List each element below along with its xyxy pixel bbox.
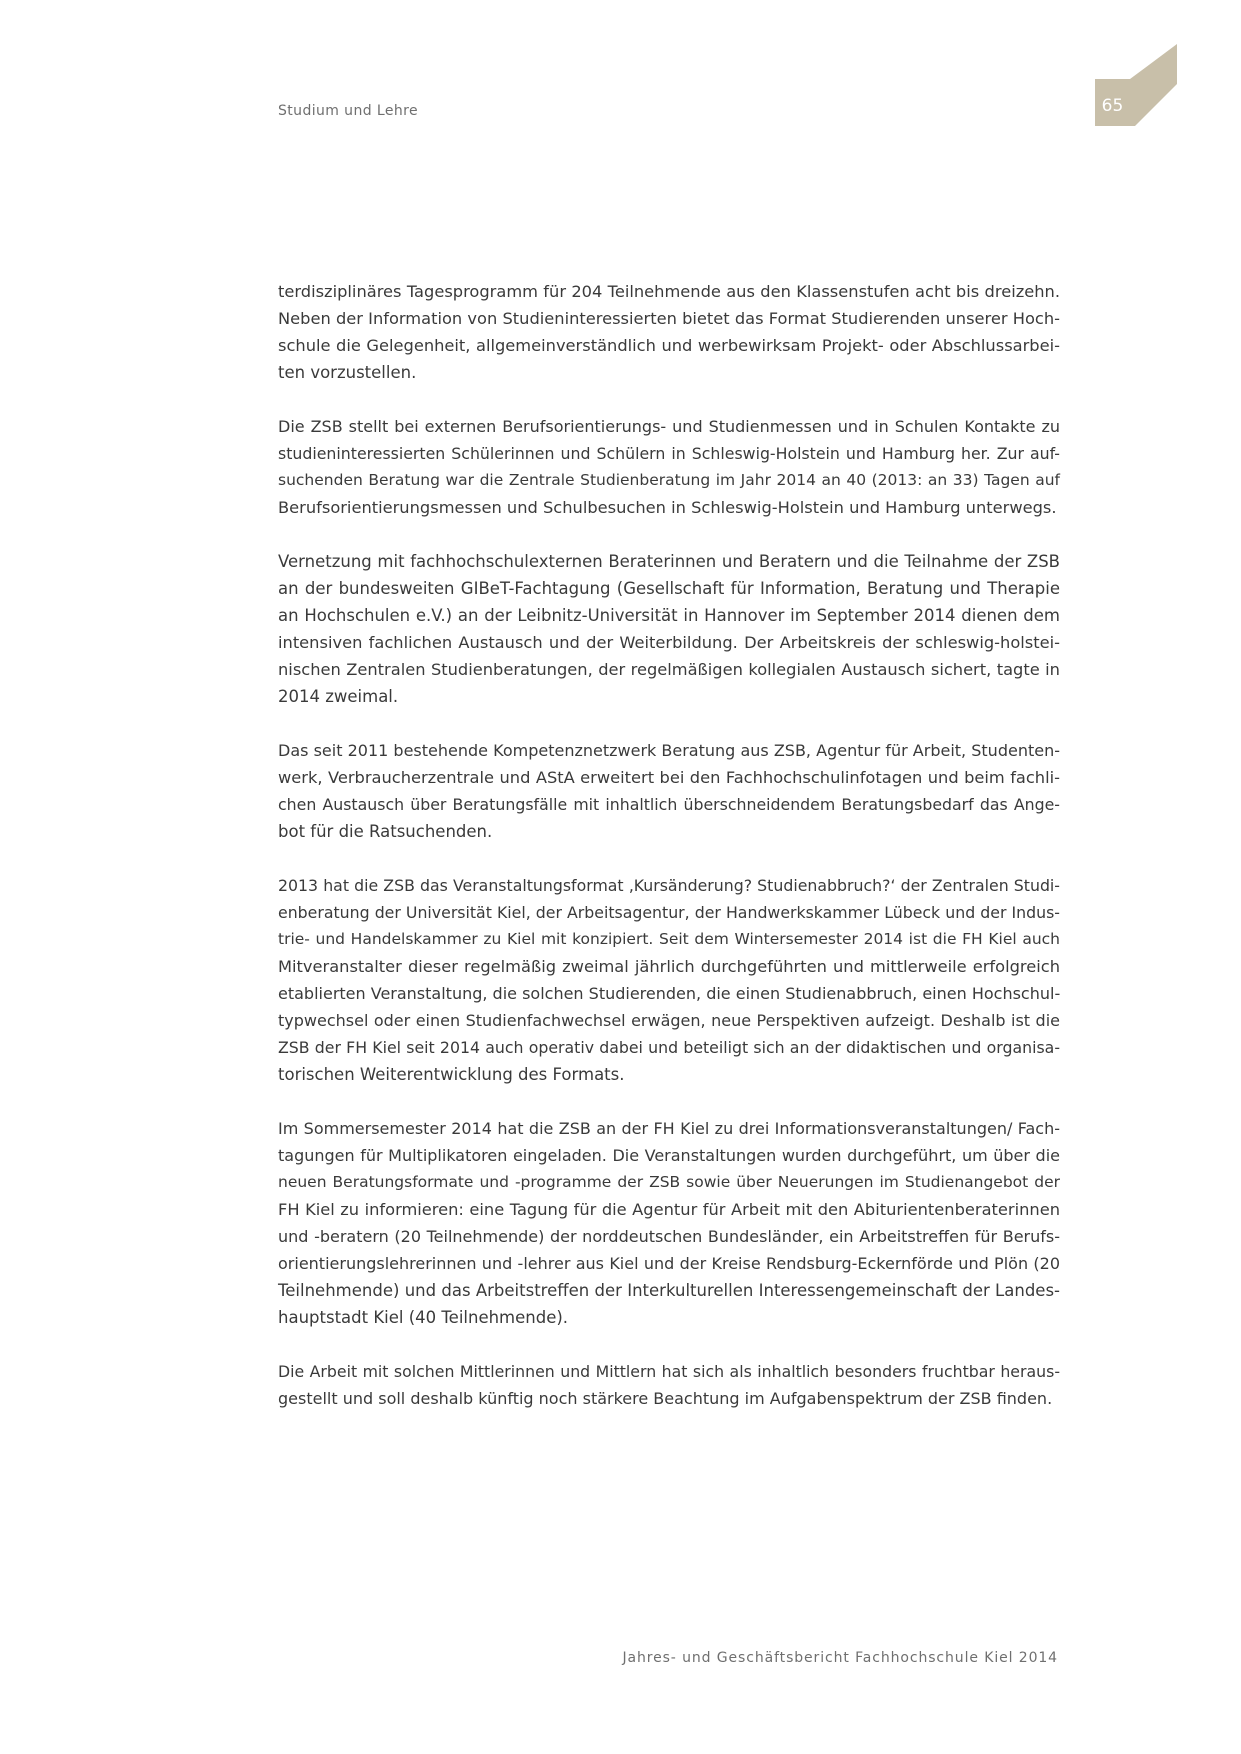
text-line: typwechsel oder einen Studienfachwechsel erwägen, neue Perspektiven aufzeigt. Deshalb ist die bbox=[278, 1011, 1060, 1030]
text-line: Teilnehmende) und das Arbeitstreffen der Interkulturellen Interessengemeinschaft der Landes- bbox=[278, 1281, 1060, 1300]
text-line: trie- und Handelskammer zu Kiel mit konzipiert. Seit dem Wintersemester 2014 ist die FH Kiel auch bbox=[278, 930, 1060, 948]
text-line: Mitveranstalter dieser regelmäßig zweimal jährlich durchgeführten und mittlerweile erfolgreich bbox=[278, 957, 1060, 976]
text-line: und -beratern (20 Teilnehmende) der norddeutschen Bundesländer, ein Arbeitstreffen für Berufs- bbox=[278, 1227, 1060, 1246]
text-line: an der bundesweiten GIBeT-Fachtagung (Gesellschaft für Information, Beratung und Therapie bbox=[278, 579, 1060, 598]
text-line: terdisziplinäres Tagesprogramm für 204 Teilnehmende aus den Klassenstufen acht bis dreizehn. bbox=[278, 282, 1060, 301]
text-line: hauptstadt Kiel (40 Teilnehmende). bbox=[278, 1308, 569, 1327]
text-line: Vernetzung mit fachhochschulexternen Beraterinnen und Beratern und die Teilnahme der ZSB bbox=[278, 552, 1060, 571]
text-line: bot für die Ratsuchenden. bbox=[278, 822, 493, 841]
text-line: Neben der Information von Studieninteressierten bietet das Format Studierenden unserer Hoch- bbox=[278, 309, 1060, 328]
paragraph bbox=[278, 278, 1060, 386]
running-head: Studium und Lehre bbox=[278, 103, 418, 119]
text-line: gestellt und soll deshalb künftig noch stärkere Beachtung im Aufgabenspektrum der ZSB finden. bbox=[278, 1389, 1053, 1408]
text-line: tagungen für Multiplikatoren eingeladen. Die Veranstaltungen wurden durchgeführt, um über die bbox=[278, 1146, 1060, 1165]
body-text bbox=[278, 278, 1060, 1439]
text-line: 2014 zweimal. bbox=[278, 687, 399, 706]
paragraph bbox=[278, 1115, 1060, 1331]
paragraph bbox=[278, 1358, 1060, 1412]
text-line: chen Austausch über Beratungsfälle mit inhaltlich überschneidendem Beratungsbedarf das Ange- bbox=[278, 795, 1060, 814]
text-line: etablierten Veranstaltung, die solchen Studierenden, die einen Studienabbruch, einen Hochschul- bbox=[278, 984, 1061, 1003]
text-line: 2013 hat die ZSB das Veranstaltungsformat ‚Kursänderung? Studienabbruch?‘ der Zentralen Studi- bbox=[278, 876, 1060, 895]
text-line: Die ZSB stellt bei externen Berufsorientierungs- und Studienmessen und in Schulen Kontakte zu bbox=[278, 417, 1060, 436]
text-line: enberatung der Universität Kiel, der Arbeitsagentur, der Handwerkskammer Lübeck und der Indus- bbox=[278, 903, 1060, 922]
paragraph bbox=[278, 737, 1060, 845]
footer-text: Jahres- und Geschäftsbericht Fachhochschule Kiel 2014 bbox=[622, 1650, 1058, 1666]
text-line: ten vorzustellen. bbox=[278, 363, 417, 382]
paragraph bbox=[278, 413, 1060, 521]
paragraph bbox=[278, 872, 1060, 1088]
text-line: werk, Verbraucherzentrale und AStA erweitert bei den Fachhochschulinfotagen und beim fachli- bbox=[278, 768, 1060, 787]
text-line: Das seit 2011 bestehende Kompetenznetzwerk Beratung aus ZSB, Agentur für Arbeit, Studenten- bbox=[278, 741, 1060, 760]
text-line: neuen Beratungsformate und -programme der ZSB sowie über Neuerungen im Studienangebot der bbox=[278, 1173, 1060, 1191]
text-line: FH Kiel zu informieren: eine Tagung für die Agentur für Arbeit mit den Abiturientenberaterinnen bbox=[278, 1200, 1060, 1219]
text-line: intensiven fachlichen Austausch und der Weiterbildung. Der Arbeitskreis der schleswig-holstei- bbox=[278, 633, 1060, 652]
text-line: nischen Zentralen Studienberatungen, der regelmäßigen kollegialen Austausch sichert, tagte in bbox=[278, 660, 1060, 679]
page-number: 65 bbox=[1101, 96, 1124, 116]
text-line: orientierungslehrerinnen und -lehrer aus Kiel und der Kreise Rendsburg-Eckernförde und Plön (20 bbox=[278, 1254, 1060, 1273]
text-line: an Hochschulen e.V.) an der Leibnitz-Universität in Hannover im September 2014 dienen dem bbox=[278, 606, 1060, 625]
paragraph bbox=[278, 548, 1060, 710]
text-line: torischen Weiterentwicklung des Formats. bbox=[278, 1065, 625, 1084]
text-line: schule die Gelegenheit, allgemeinverständlich und werbewirksam Projekt- oder Abschlussarbei- bbox=[278, 336, 1060, 355]
text-line: Die Arbeit mit solchen Mittlerinnen und Mittlern hat sich als inhaltlich besonders fruchtbar heraus- bbox=[278, 1362, 1060, 1381]
text-line: suchenden Beratung war die Zentrale Studienberatung im Jahr 2014 an 40 (2013: an 33) Tagen auf bbox=[278, 471, 1060, 489]
text-line: ZSB der FH Kiel seit 2014 auch operativ dabei und beteiligt sich an der didaktischen und organisa- bbox=[278, 1038, 1060, 1057]
text-line: studieninteressierten Schülerinnen und Schülern in Schleswig-Holstein und Hamburg her. Zur auf- bbox=[278, 444, 1060, 463]
text-line: Im Sommersemester 2014 hat die ZSB an der FH Kiel zu drei Informationsveranstaltungen/ Fach- bbox=[278, 1119, 1060, 1138]
text-line: Berufsorientierungsmessen und Schulbesuchen in Schleswig-Holstein und Hamburg unterwegs. bbox=[278, 498, 1057, 517]
